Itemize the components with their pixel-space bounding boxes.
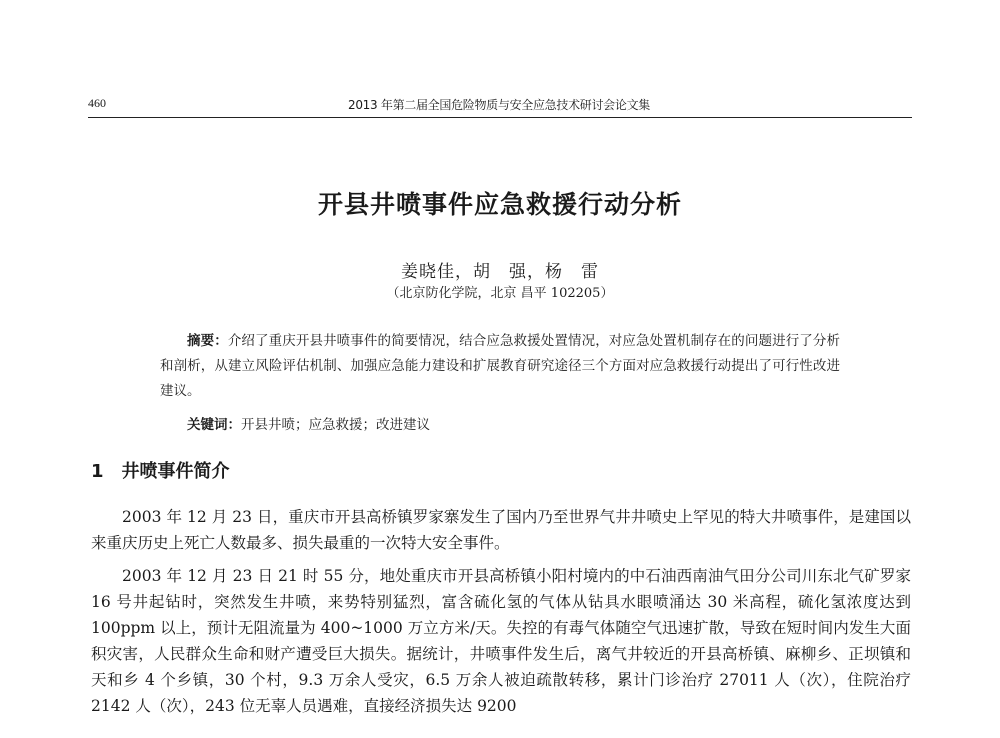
section-heading [91,457,230,483]
section-number: 1 [91,461,104,482]
page-number: 460 [88,96,106,110]
section-title: 井喷事件简介 [121,461,230,482]
running-head: 2013 年第二届全国危险物质与安全应急技术研讨会论文集 [348,98,650,112]
keywords-text: 开县井喷；应急救援；改进建议 [241,417,430,433]
header-rule [88,117,912,118]
abstract-text: 介绍了重庆开县井喷事件的简要情况，结合应急救援处置情况，对应急处置机制存在的问题进行了分析和剖析，从建立风险评估机制、加强应急能力建设和扩展教育研究途径三个方面对应急救援行动提出了可行性改进建议。 [160,333,841,399]
abstract-label: 摘要： [187,333,228,349]
body-paragraph: 2003 年 12 月 23 日，重庆市开县高桥镇罗家寨发生了国内乃至世界气井井喷史上罕见的特大井喷事件，是建国以来重庆历史上死亡人数最多、损失最重的一次特大安全事件。 [91,508,911,552]
paper-title: 开县井喷事件应急救援行动分析 [317,190,682,219]
keywords-label: 关键词： [187,417,241,433]
page-header [88,92,910,118]
keywords [187,413,430,433]
abstract [160,329,840,404]
authors: 姜晓佳，胡 强，杨 雷 [401,262,599,282]
affiliation: （北京防化学院，北京 昌平 102205） [386,286,614,301]
body-paragraph: 2003 年 12 月 23 日 21 时 55 分，地处重庆市开县高桥镇小阳村境内的中石油西南油气田分公司川东北气矿罗家 16 号井起钻时，突然发生井喷，来势特别猛烈，富含硫化氢的气体从钻具水眼喷涌达 30 米高程，硫化氢浓度达到 100ppm 以上，预计无阻流量为 400~1000 万立方米/天。失控的有毒气体随空气迅速扩散，导致在短时间内发生大面积灾害，人民群众生命和财产遭受巨大损失。据统计，井喷事件发生后，离气井较近的开县高桥镇、麻柳乡、正坝镇和天和乡 4 个乡镇，30 个村，9.3 万余人受灾，6.5 万余人被迫疏散转移，累计门诊治疗 27011 人（次），住院治疗 2142 人（次），243 位无辜人员遇难，直接经济损失达 9200 [91,567,911,715]
